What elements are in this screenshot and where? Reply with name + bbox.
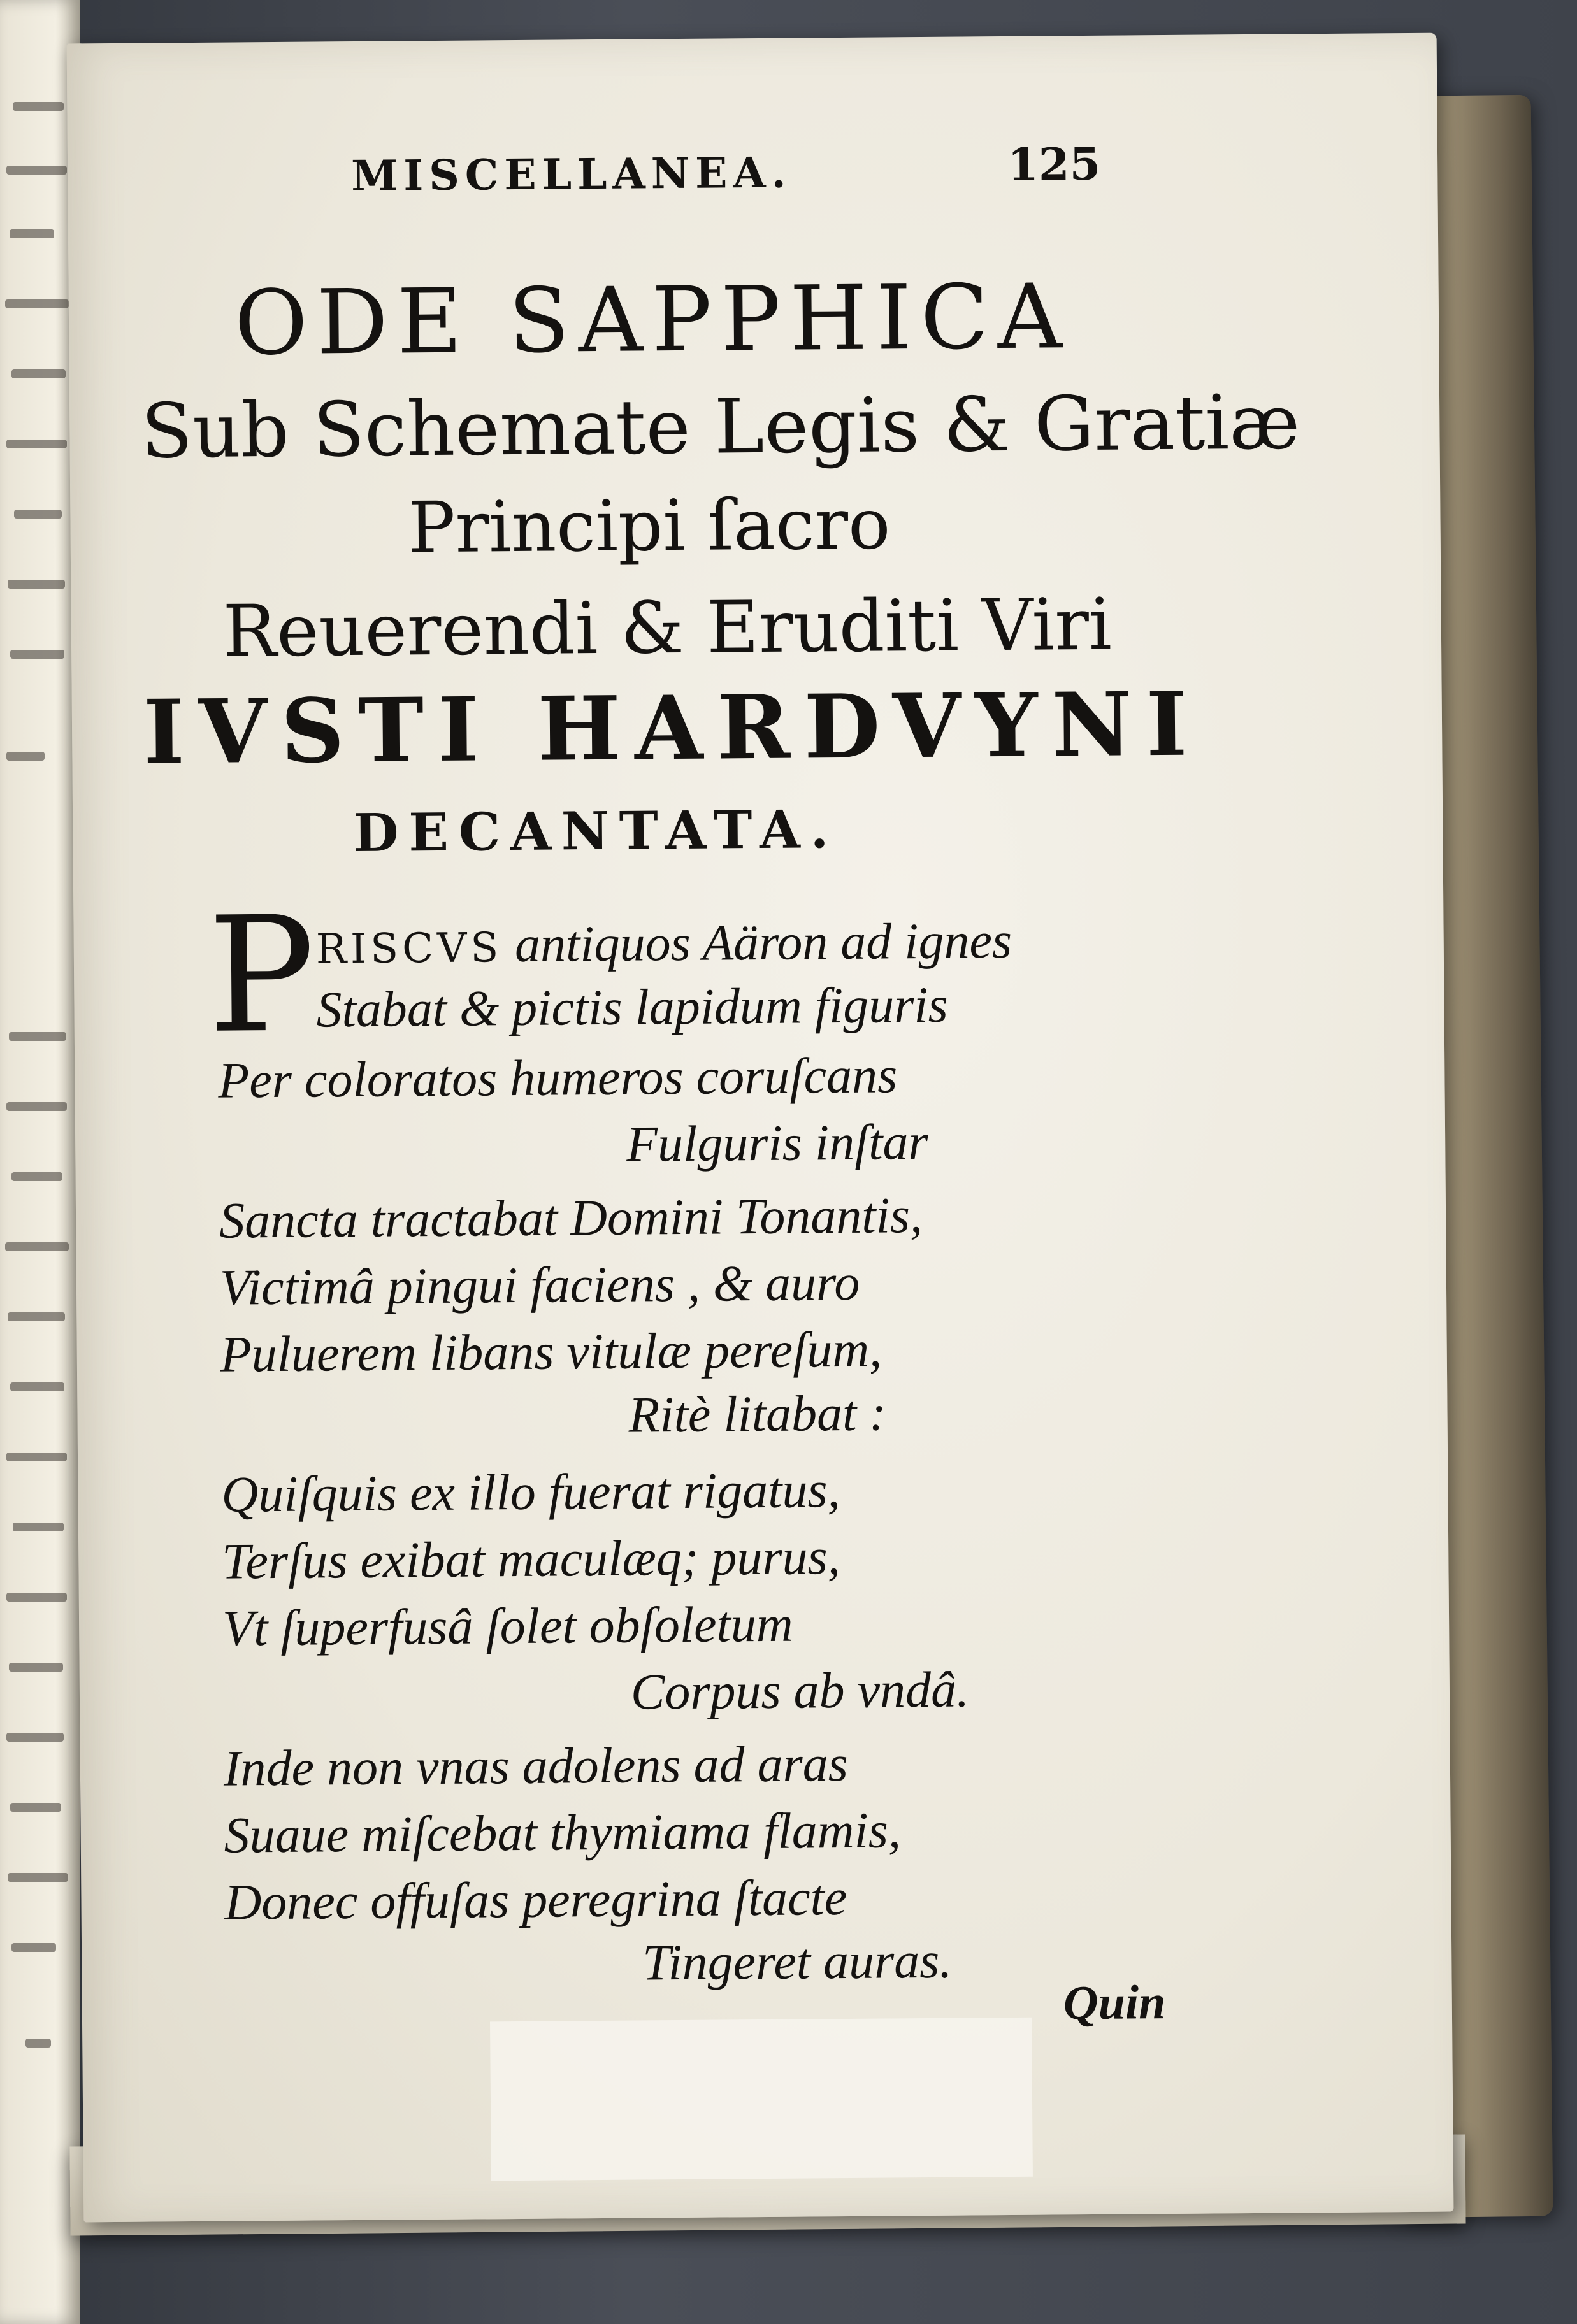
poem-line-8: Ritè litabat :	[628, 1385, 887, 1444]
poem-line-11: Vt ſuperfusâ ſolet obſoletum	[222, 1596, 793, 1657]
poem-line-9: Quiſquis ex illo fuerat rigatus,	[221, 1462, 840, 1523]
poem-line-7: Puluerem libans vitulæ pereſum,	[220, 1321, 882, 1383]
title-line-4: Reuerendi & Eruditi Viri	[222, 583, 1113, 673]
poem-line-5: Sancta tractabat Domini Tonantis,	[219, 1187, 923, 1249]
drop-cap: P	[206, 882, 316, 1068]
running-title: MISCELLANEA.	[350, 147, 792, 201]
title-line-5: IVSTI HARDVYNI	[143, 671, 1202, 784]
first-word-rest: RISCVS	[315, 924, 503, 973]
poem-line-1	[315, 912, 1012, 976]
poem-line-6: Victimâ pingui faciens , & auro	[219, 1254, 860, 1316]
page-number: 125	[1007, 137, 1101, 191]
catchword: Quin	[1063, 1976, 1166, 2030]
title-line-6: DECANTATA.	[352, 799, 839, 864]
poem-line-10: Terſus exibat maculæq; purus,	[221, 1529, 841, 1590]
book-page	[67, 33, 1454, 2223]
poem-line-3: Per coloratos humeros coruſcans	[218, 1047, 898, 1109]
poem-line-15: Donec offuſas peregrina ſtacte	[224, 1869, 847, 1931]
poem-line-16: Tingeret auras.	[642, 1932, 953, 1991]
title-line-3: Principi ſacro	[408, 483, 891, 569]
poem-line-14: Suaue miſcebat thymiama flamis,	[224, 1802, 902, 1864]
poem-line-4: Fulguris inſtar	[626, 1114, 928, 1173]
poem-line-12: Corpus ab vndâ.	[630, 1661, 970, 1721]
title-line-1: ODE SAPPHICA	[234, 265, 1072, 376]
facing-page-edge	[0, 0, 80, 2324]
poem-line-13: Inde non vnas adolens ad aras	[223, 1735, 849, 1797]
poem-line-2: Stabat & pictis lapidum figuris	[316, 977, 949, 1038]
paper-patch	[490, 2018, 1033, 2181]
poem-line-1-text: antiquos Aäron ad ignes	[514, 912, 1012, 973]
title-line-2: Sub Schemate Legis & Gratiæ	[140, 378, 1300, 475]
